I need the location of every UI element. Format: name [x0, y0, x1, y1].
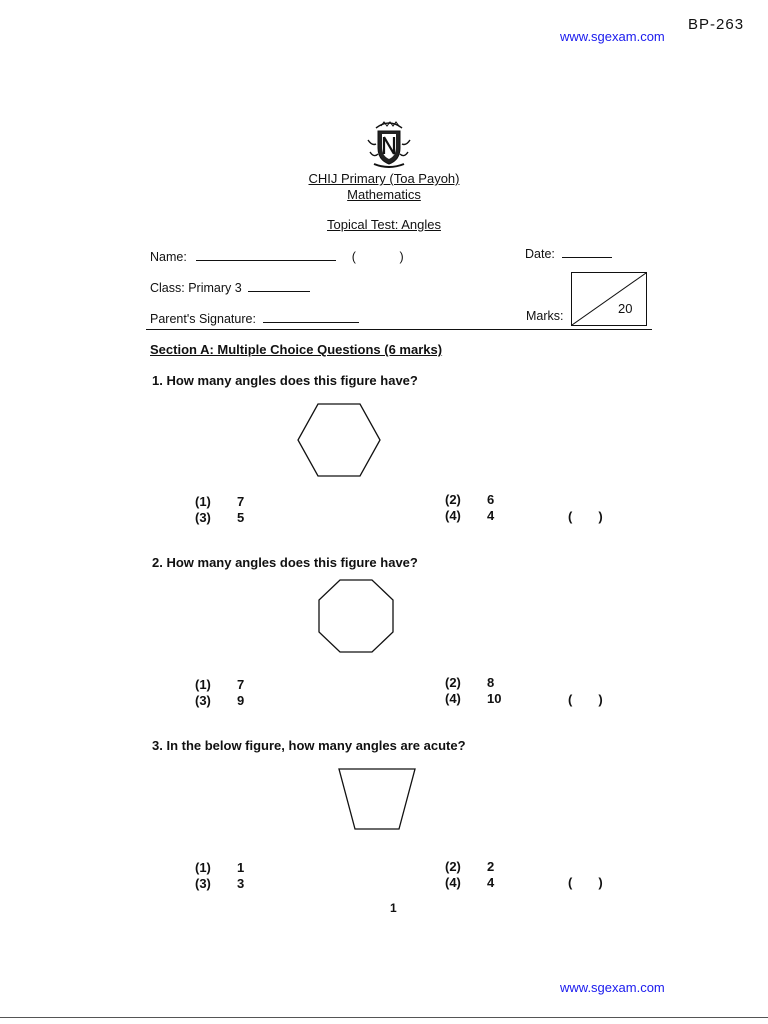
question-3-option-1[interactable]: (1) 1	[195, 860, 245, 875]
subject-title: Mathematics	[347, 187, 421, 202]
question-1-option-2[interactable]: (2) 6	[445, 492, 495, 507]
question-1-answer-box[interactable]: ( )	[568, 509, 603, 524]
question-1-option-1[interactable]: (1) 7	[195, 494, 245, 509]
question-2-answer-box[interactable]: ( )	[568, 692, 603, 707]
marks-box	[571, 272, 647, 326]
parent-signature-blank[interactable]	[263, 312, 359, 323]
parent-signature-field	[150, 312, 359, 326]
parent-signature-label: Parent's Signature:	[150, 312, 256, 326]
trapezium-figure	[336, 766, 418, 832]
section-a-title: Section A: Multiple Choice Questions (6 marks)	[150, 342, 443, 357]
question-3-option-3[interactable]: (3) 3	[195, 876, 245, 891]
question-2-option-4[interactable]: (4) 10	[445, 691, 502, 706]
register-paren-close: )	[399, 250, 404, 264]
name-field	[150, 250, 404, 264]
test-title: Topical Test: Angles	[327, 217, 441, 232]
school-crest-icon	[364, 116, 414, 170]
marks-total: 20	[618, 301, 633, 316]
site-link-top[interactable]: www.sgexam.com	[560, 29, 665, 44]
class-field	[150, 281, 310, 295]
hexagon-figure	[294, 402, 384, 478]
octagon-figure	[316, 578, 396, 654]
question-3-answer-box[interactable]: ( )	[568, 875, 603, 890]
question-3-option-2[interactable]: (2) 2	[445, 859, 495, 874]
marks-diagonal	[572, 273, 646, 325]
question-2-option-3[interactable]: (3) 9	[195, 693, 245, 708]
question-1-option-4[interactable]: (4) 4	[445, 508, 495, 523]
question-3-option-4[interactable]: (4) 4	[445, 875, 495, 890]
question-2-option-1[interactable]: (1) 7	[195, 677, 245, 692]
marks-label: Marks:	[526, 309, 564, 323]
date-field	[525, 247, 612, 261]
question-1-text: 1. How many angles does this figure have?	[152, 373, 418, 388]
site-link-bottom[interactable]: www.sgexam.com	[560, 980, 665, 995]
school-name: CHIJ Primary (Toa Payoh)	[308, 171, 460, 186]
date-blank[interactable]	[562, 247, 612, 258]
question-3-text: 3. In the below figure, how many angles are acute?	[152, 738, 466, 753]
name-blank[interactable]	[196, 250, 336, 261]
class-blank[interactable]	[248, 281, 310, 292]
name-label: Name:	[150, 250, 187, 264]
page-bottom-edge	[0, 1017, 768, 1018]
document-code: BP-263	[688, 16, 745, 33]
question-2-option-2[interactable]: (2) 8	[445, 675, 495, 690]
date-label: Date:	[525, 247, 555, 261]
question-2-text: 2. How many angles does this figure have?	[152, 555, 418, 570]
question-1-option-3[interactable]: (3) 5	[195, 510, 245, 525]
header-divider	[146, 329, 652, 330]
class-label: Class: Primary 3	[150, 281, 242, 295]
page-number: 1	[390, 901, 397, 915]
register-paren-open: (	[351, 250, 356, 264]
